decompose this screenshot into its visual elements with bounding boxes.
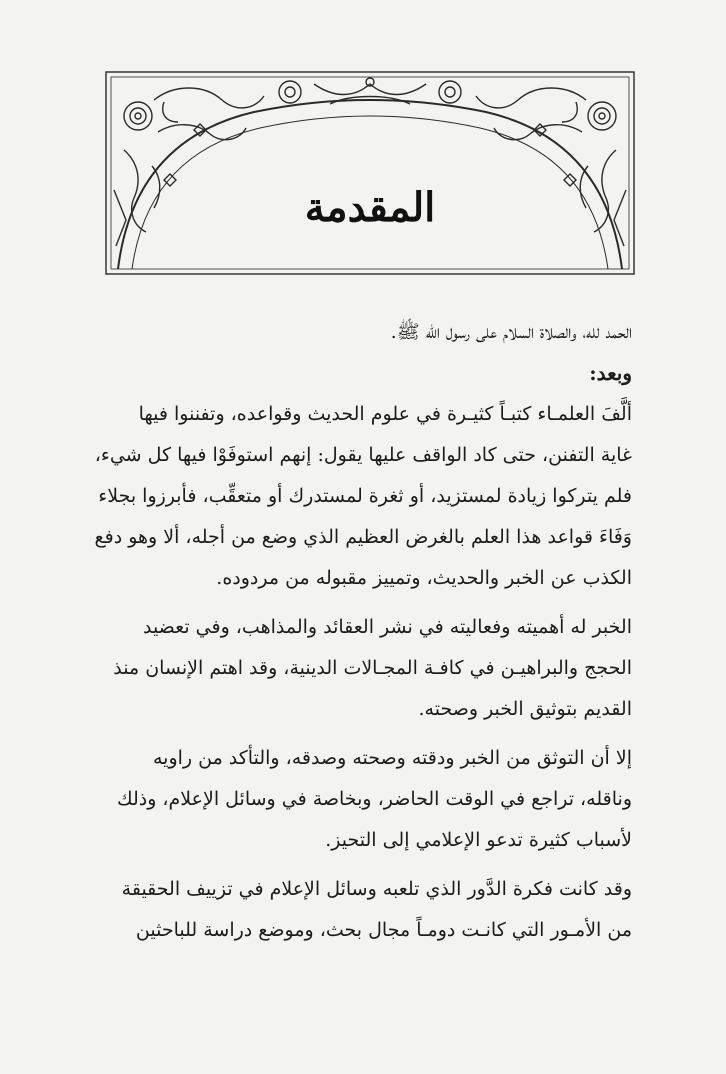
text-line: ألَّفَ العلمـاء كتبـاً كثيـرة في علوم الحديث وقواعده، وتفننوا فيها	[138, 403, 632, 425]
text-line: وناقله، تراجع في الوقت الحاضر، وبخاصة في وسائل الإعلام، وذلك	[116, 788, 632, 810]
text-line: وَفَاءَ قواعد هذا العلم بالغرض العظيم الذي وضع من أجله، ألا وهو دفع	[94, 526, 632, 548]
text-line: الحجج والبراهيـن في كافـة المجـالات الدينية، وقد اهتم الإنسان منذ	[113, 657, 632, 679]
text-line: وقد كانت فكرة الدَّور الذي تلعبه وسائل الإعلام في تزييف الحقيقة	[121, 878, 632, 900]
paragraph-2	[92, 607, 632, 730]
praise-line: الحمد لله، والصلاة السلام على رسول الله ﷺ.	[390, 321, 632, 343]
paragraph-4	[92, 869, 632, 951]
paragraph-1	[92, 394, 632, 599]
paragraph-3	[92, 738, 632, 861]
text-line: القديم بتوثيق الخبر وصحته.	[418, 698, 632, 720]
page-title: المقدمة	[304, 184, 436, 231]
text-line: الخبر له أهميته وفعاليته في نشر العقائد والمذاهب، وفي تعضيد	[142, 616, 632, 638]
text-line: من الأمـور التي كانـت دومـاً مجال بحث، وموضع دراسة للباحثين	[135, 919, 632, 941]
text-line: إلا أن التوثق من الخبر ودقته وصحته وصدقه، والتأكد من راويه	[152, 747, 632, 769]
ornamental-arch-frame	[104, 70, 636, 276]
text-line: غاية التفنن، حتى كاد الواقف عليها يقول: إنهم استوفَوْا فيها كل شيء،	[94, 444, 632, 466]
text-line: فلم يتركوا زيادة لمستزيد، أو ثغرة لمستدرك أو متعقِّب، فأبرزوا بجلاء	[98, 485, 632, 507]
wa-baad-heading: وبعد:	[589, 361, 632, 385]
text-line: لأسباب كثيرة تدعو الإعلامي إلى التحيز.	[325, 829, 632, 851]
body-text	[92, 312, 632, 951]
text-line: الكذب عن الخبر والحديث، وتمييز مقبوله من مردوده.	[216, 567, 632, 589]
